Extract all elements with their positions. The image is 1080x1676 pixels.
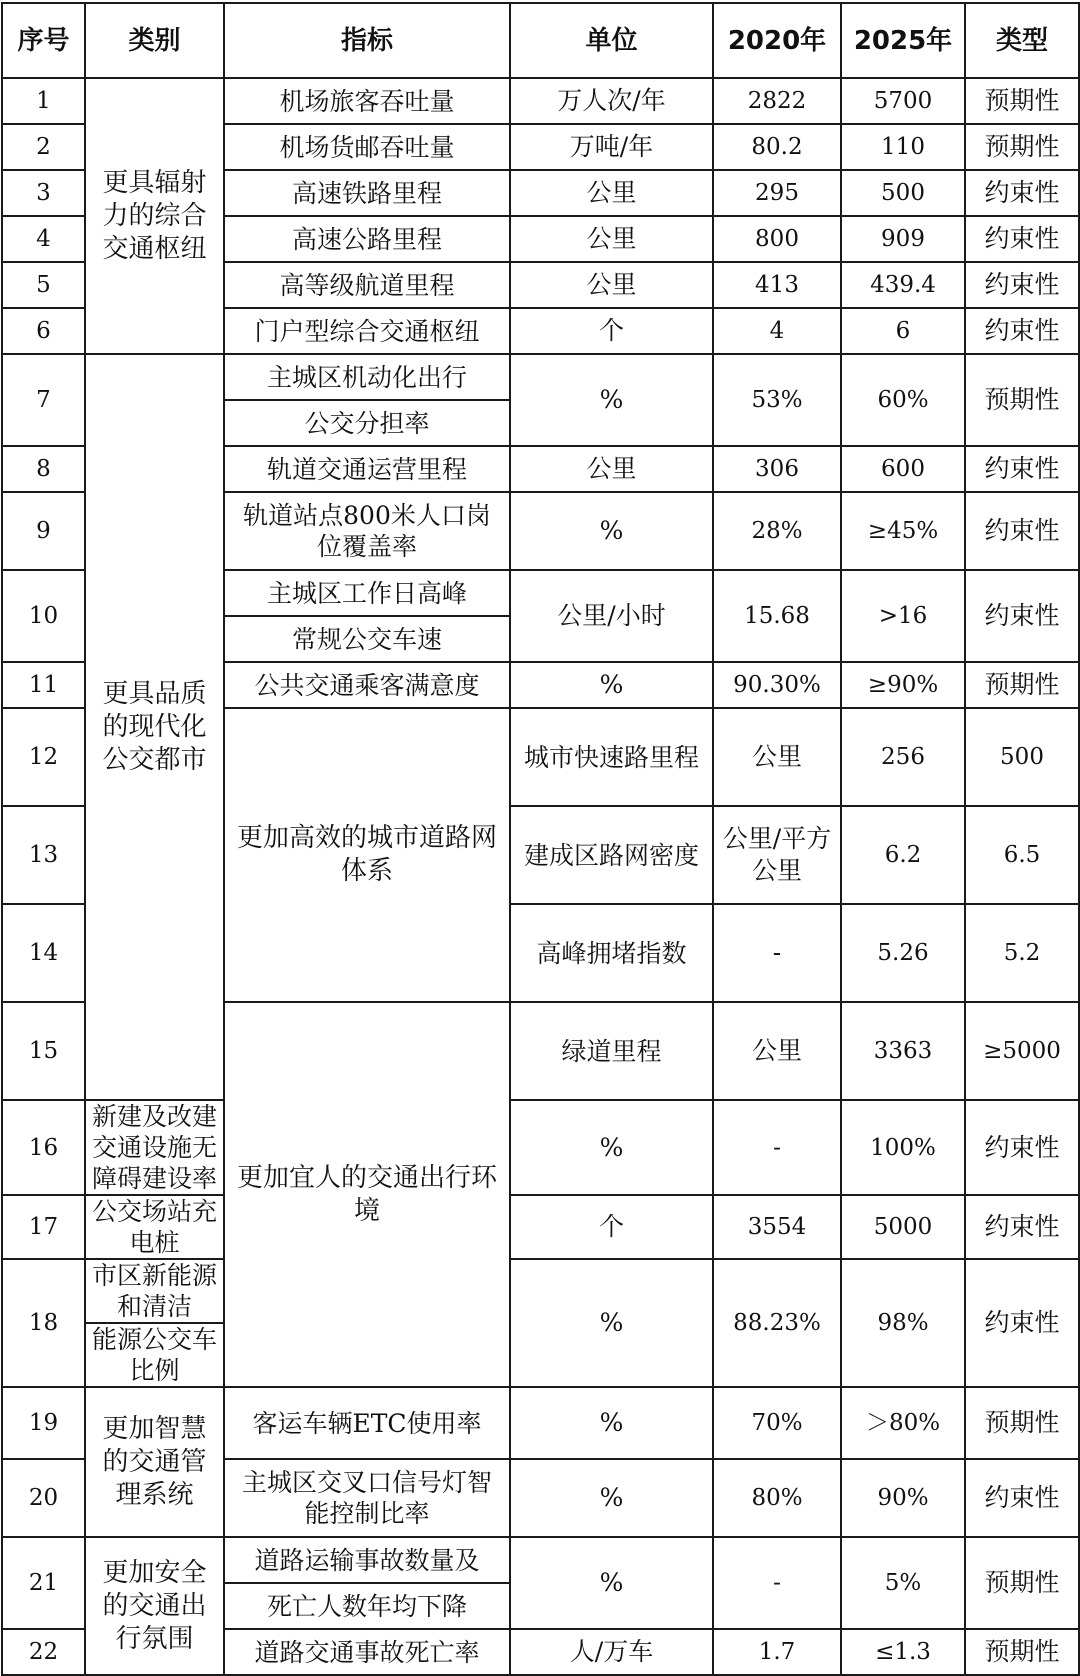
value-2020-cell: 800: [713, 216, 841, 262]
unit-cell: %: [510, 1387, 713, 1459]
indicator-table: [1, 2, 1080, 1676]
table-row: [2, 78, 1079, 124]
indicator-cell-line2: 死亡人数年均下降: [224, 1583, 510, 1629]
value-2020-cell: 5.26: [841, 904, 965, 1002]
unit-cell: -: [713, 904, 841, 1002]
category-cell: 更加智慧的交通管理系统: [85, 1387, 224, 1537]
row-no: 16: [2, 1100, 85, 1195]
category-cell: 更加安全的交通出行氛围: [85, 1537, 224, 1675]
indicator-line1: 轨道站点800米人口岗: [243, 501, 491, 530]
unit-cell: %: [510, 662, 713, 708]
type-cell: 约束性: [965, 446, 1079, 492]
indicator-cell: 高速铁路里程: [224, 170, 510, 216]
indicator-cell: [85, 1100, 224, 1195]
row-no: 22: [2, 1629, 85, 1675]
row-no: 8: [2, 446, 85, 492]
type-cell: 约束性: [965, 308, 1079, 354]
type-cell: 约束性: [965, 1195, 1079, 1259]
indicator-cell: 建成区路网密度: [510, 806, 713, 904]
unit-cell: 公里: [713, 708, 841, 806]
type-cell: 预期性: [965, 1387, 1079, 1459]
value-2020-cell: 90.30%: [713, 662, 841, 708]
type-cell: 预期性: [965, 1537, 1079, 1629]
value-2025-cell: 90%: [841, 1459, 965, 1537]
indicator-cell-line1: 道路运输事故数量及: [224, 1537, 510, 1583]
row-no: 7: [2, 354, 85, 446]
unit-cell: %: [510, 1459, 713, 1537]
row-no: 2: [2, 124, 85, 170]
type-cell: 预期性: [965, 354, 1079, 446]
type-cell: 约束性: [965, 262, 1079, 308]
value-2020-cell: 6.2: [841, 806, 965, 904]
type-cell: 约束性: [965, 492, 1079, 570]
header-unit: 单位: [510, 3, 713, 78]
value-2025-cell: 500: [965, 708, 1079, 806]
type-cell: 预期性: [965, 1629, 1079, 1675]
value-2020-cell: 2822: [713, 78, 841, 124]
row-no: 1: [2, 78, 85, 124]
value-2025-cell: 909: [841, 216, 965, 262]
value-2020-cell: 1.7: [713, 1629, 841, 1675]
unit-cell: 公里: [713, 1002, 841, 1100]
table-row: [2, 354, 1079, 400]
value-2020-cell: 295: [713, 170, 841, 216]
indicator-cell: 机场货邮吞吐量: [224, 124, 510, 170]
value-2020-cell: -: [713, 1100, 841, 1195]
value-2025-cell: 500: [841, 170, 965, 216]
row-no: 21: [2, 1537, 85, 1629]
value-2025-cell: 110: [841, 124, 965, 170]
value-2020-cell: 256: [841, 708, 965, 806]
value-2025-cell: 5700: [841, 78, 965, 124]
row-no: 4: [2, 216, 85, 262]
indicator-cell-line1: 主城区机动化出行: [224, 354, 510, 400]
row-no: 17: [2, 1195, 85, 1259]
type-cell: 约束性: [965, 1459, 1079, 1537]
unit-cell: %: [510, 1537, 713, 1629]
value-2025-cell: ≥45%: [841, 492, 965, 570]
value-2025-cell: ≥5000: [965, 1002, 1079, 1100]
type-cell: 约束性: [965, 216, 1079, 262]
indicator-cell: 城市快速路里程: [510, 708, 713, 806]
indicator-line2: 位覆盖率: [316, 532, 417, 561]
value-2025-cell: 5000: [841, 1195, 965, 1259]
row-no: 5: [2, 262, 85, 308]
value-2020-cell: 80.2: [713, 124, 841, 170]
indicator-cell: 轨道交通运营里程: [224, 446, 510, 492]
indicator-cell: 客运车辆ETC使用率: [224, 1387, 510, 1459]
category-cell: 更具品质的现代化公交都市: [85, 354, 224, 1100]
value-2020-cell: 3363: [841, 1002, 965, 1100]
value-2020-cell: 306: [713, 446, 841, 492]
indicator-table-container: [1, 2, 1078, 1676]
value-2020-cell: 53%: [713, 354, 841, 446]
type-cell: 约束性: [965, 570, 1079, 662]
header-row: [2, 3, 1079, 78]
table-row: [2, 1259, 1079, 1323]
unit-cell: 公里: [510, 446, 713, 492]
row-no: 20: [2, 1459, 85, 1537]
unit-cell: 公里/平方公里: [713, 806, 841, 904]
value-2025-cell: 600: [841, 446, 965, 492]
value-2025-cell: ＞80%: [841, 1387, 965, 1459]
header-no: 序号: [2, 3, 85, 78]
unit-cell: 公里: [510, 170, 713, 216]
row-no: 15: [2, 1002, 85, 1100]
value-2025-cell: 6: [841, 308, 965, 354]
table-row: [2, 1100, 1079, 1195]
value-2020-cell: 3554: [713, 1195, 841, 1259]
row-no: 14: [2, 904, 85, 1002]
indicator-cell-line2: 常规公交车速: [224, 616, 510, 662]
category-cell: 更具辐射力的综合交通枢纽: [85, 78, 224, 354]
header-indicator: 指标: [224, 3, 510, 78]
unit-cell: %: [510, 1100, 713, 1195]
header-2025: 2025年: [841, 3, 965, 78]
type-cell: 预期性: [965, 662, 1079, 708]
indicator-cell-line2: 能源公交车比例: [85, 1323, 224, 1387]
header-type: 类型: [965, 3, 1079, 78]
value-2020-cell: 28%: [713, 492, 841, 570]
value-2020-cell: 4: [713, 308, 841, 354]
type-cell: 约束性: [965, 1100, 1079, 1195]
indicator-line1: 新建及改建交通设施无: [91, 1102, 217, 1162]
row-no: 19: [2, 1387, 85, 1459]
unit-cell: 个: [510, 1195, 713, 1259]
unit-cell: 个: [510, 308, 713, 354]
value-2020-cell: 70%: [713, 1387, 841, 1459]
indicator-cell-line1: 市区新能源和清洁: [85, 1259, 224, 1323]
unit-cell: 人/万车: [510, 1629, 713, 1675]
value-2020-cell: 88.23%: [713, 1259, 841, 1387]
value-2020-cell: 15.68: [713, 570, 841, 662]
indicator-cell: 道路交通事故死亡率: [224, 1629, 510, 1675]
value-2020-cell: 413: [713, 262, 841, 308]
value-2025-cell: 98%: [841, 1259, 965, 1387]
row-no: 9: [2, 492, 85, 570]
row-no: 13: [2, 806, 85, 904]
category-cell: 更加宜人的交通出行环境: [224, 1002, 510, 1387]
indicator-cell: [224, 1459, 510, 1537]
indicator-cell: 公共交通乘客满意度: [224, 662, 510, 708]
indicator-cell: 高速公路里程: [224, 216, 510, 262]
value-2025-cell: 60%: [841, 354, 965, 446]
value-2020-cell: -: [713, 1537, 841, 1629]
unit-cell: %: [510, 492, 713, 570]
type-cell: 预期性: [965, 78, 1079, 124]
row-no: 12: [2, 708, 85, 806]
row-no: 10: [2, 570, 85, 662]
unit-cell: 公里/小时: [510, 570, 713, 662]
row-no: 6: [2, 308, 85, 354]
value-2025-cell: 100%: [841, 1100, 965, 1195]
indicator-line2: 能控制比率: [304, 1499, 430, 1528]
unit-cell: 公里: [510, 262, 713, 308]
header-2020: 2020年: [713, 3, 841, 78]
type-cell: 预期性: [965, 124, 1079, 170]
indicator-cell: [224, 492, 510, 570]
table-row: [2, 1195, 1079, 1259]
unit-cell: %: [510, 1259, 713, 1387]
table-row: [2, 1387, 1079, 1459]
unit-cell: 公里: [510, 216, 713, 262]
category-cell: 更加高效的城市道路网体系: [224, 708, 510, 1002]
type-cell: 约束性: [965, 1259, 1079, 1387]
indicator-line2: 障碍建设率: [91, 1164, 217, 1193]
unit-cell: 万人次/年: [510, 78, 713, 124]
indicator-line1: 主城区交叉口信号灯智: [241, 1468, 492, 1497]
row-no: 18: [2, 1259, 85, 1387]
indicator-cell-line1: 主城区工作日高峰: [224, 570, 510, 616]
indicator-cell: 门户型综合交通枢纽: [224, 308, 510, 354]
type-cell: 约束性: [965, 170, 1079, 216]
unit-cell: 万吨/年: [510, 124, 713, 170]
value-2025-cell: 5.2: [965, 904, 1079, 1002]
indicator-cell: 公交场站充电桩: [85, 1195, 224, 1259]
value-2025-cell: 439.4: [841, 262, 965, 308]
indicator-cell: 机场旅客吞吐量: [224, 78, 510, 124]
value-2025-cell: 6.5: [965, 806, 1079, 904]
value-2020-cell: 80%: [713, 1459, 841, 1537]
table-row: [2, 1537, 1079, 1583]
unit-cell: %: [510, 354, 713, 446]
row-no: 11: [2, 662, 85, 708]
indicator-cell: 高峰拥堵指数: [510, 904, 713, 1002]
value-2025-cell: >16: [841, 570, 965, 662]
indicator-cell: 绿道里程: [510, 1002, 713, 1100]
indicator-cell-line2: 公交分担率: [224, 400, 510, 446]
row-no: 3: [2, 170, 85, 216]
indicator-cell: 高等级航道里程: [224, 262, 510, 308]
value-2025-cell: ≥90%: [841, 662, 965, 708]
value-2025-cell: 5%: [841, 1537, 965, 1629]
value-2025-cell: ≤1.3: [841, 1629, 965, 1675]
header-category: 类别: [85, 3, 224, 78]
